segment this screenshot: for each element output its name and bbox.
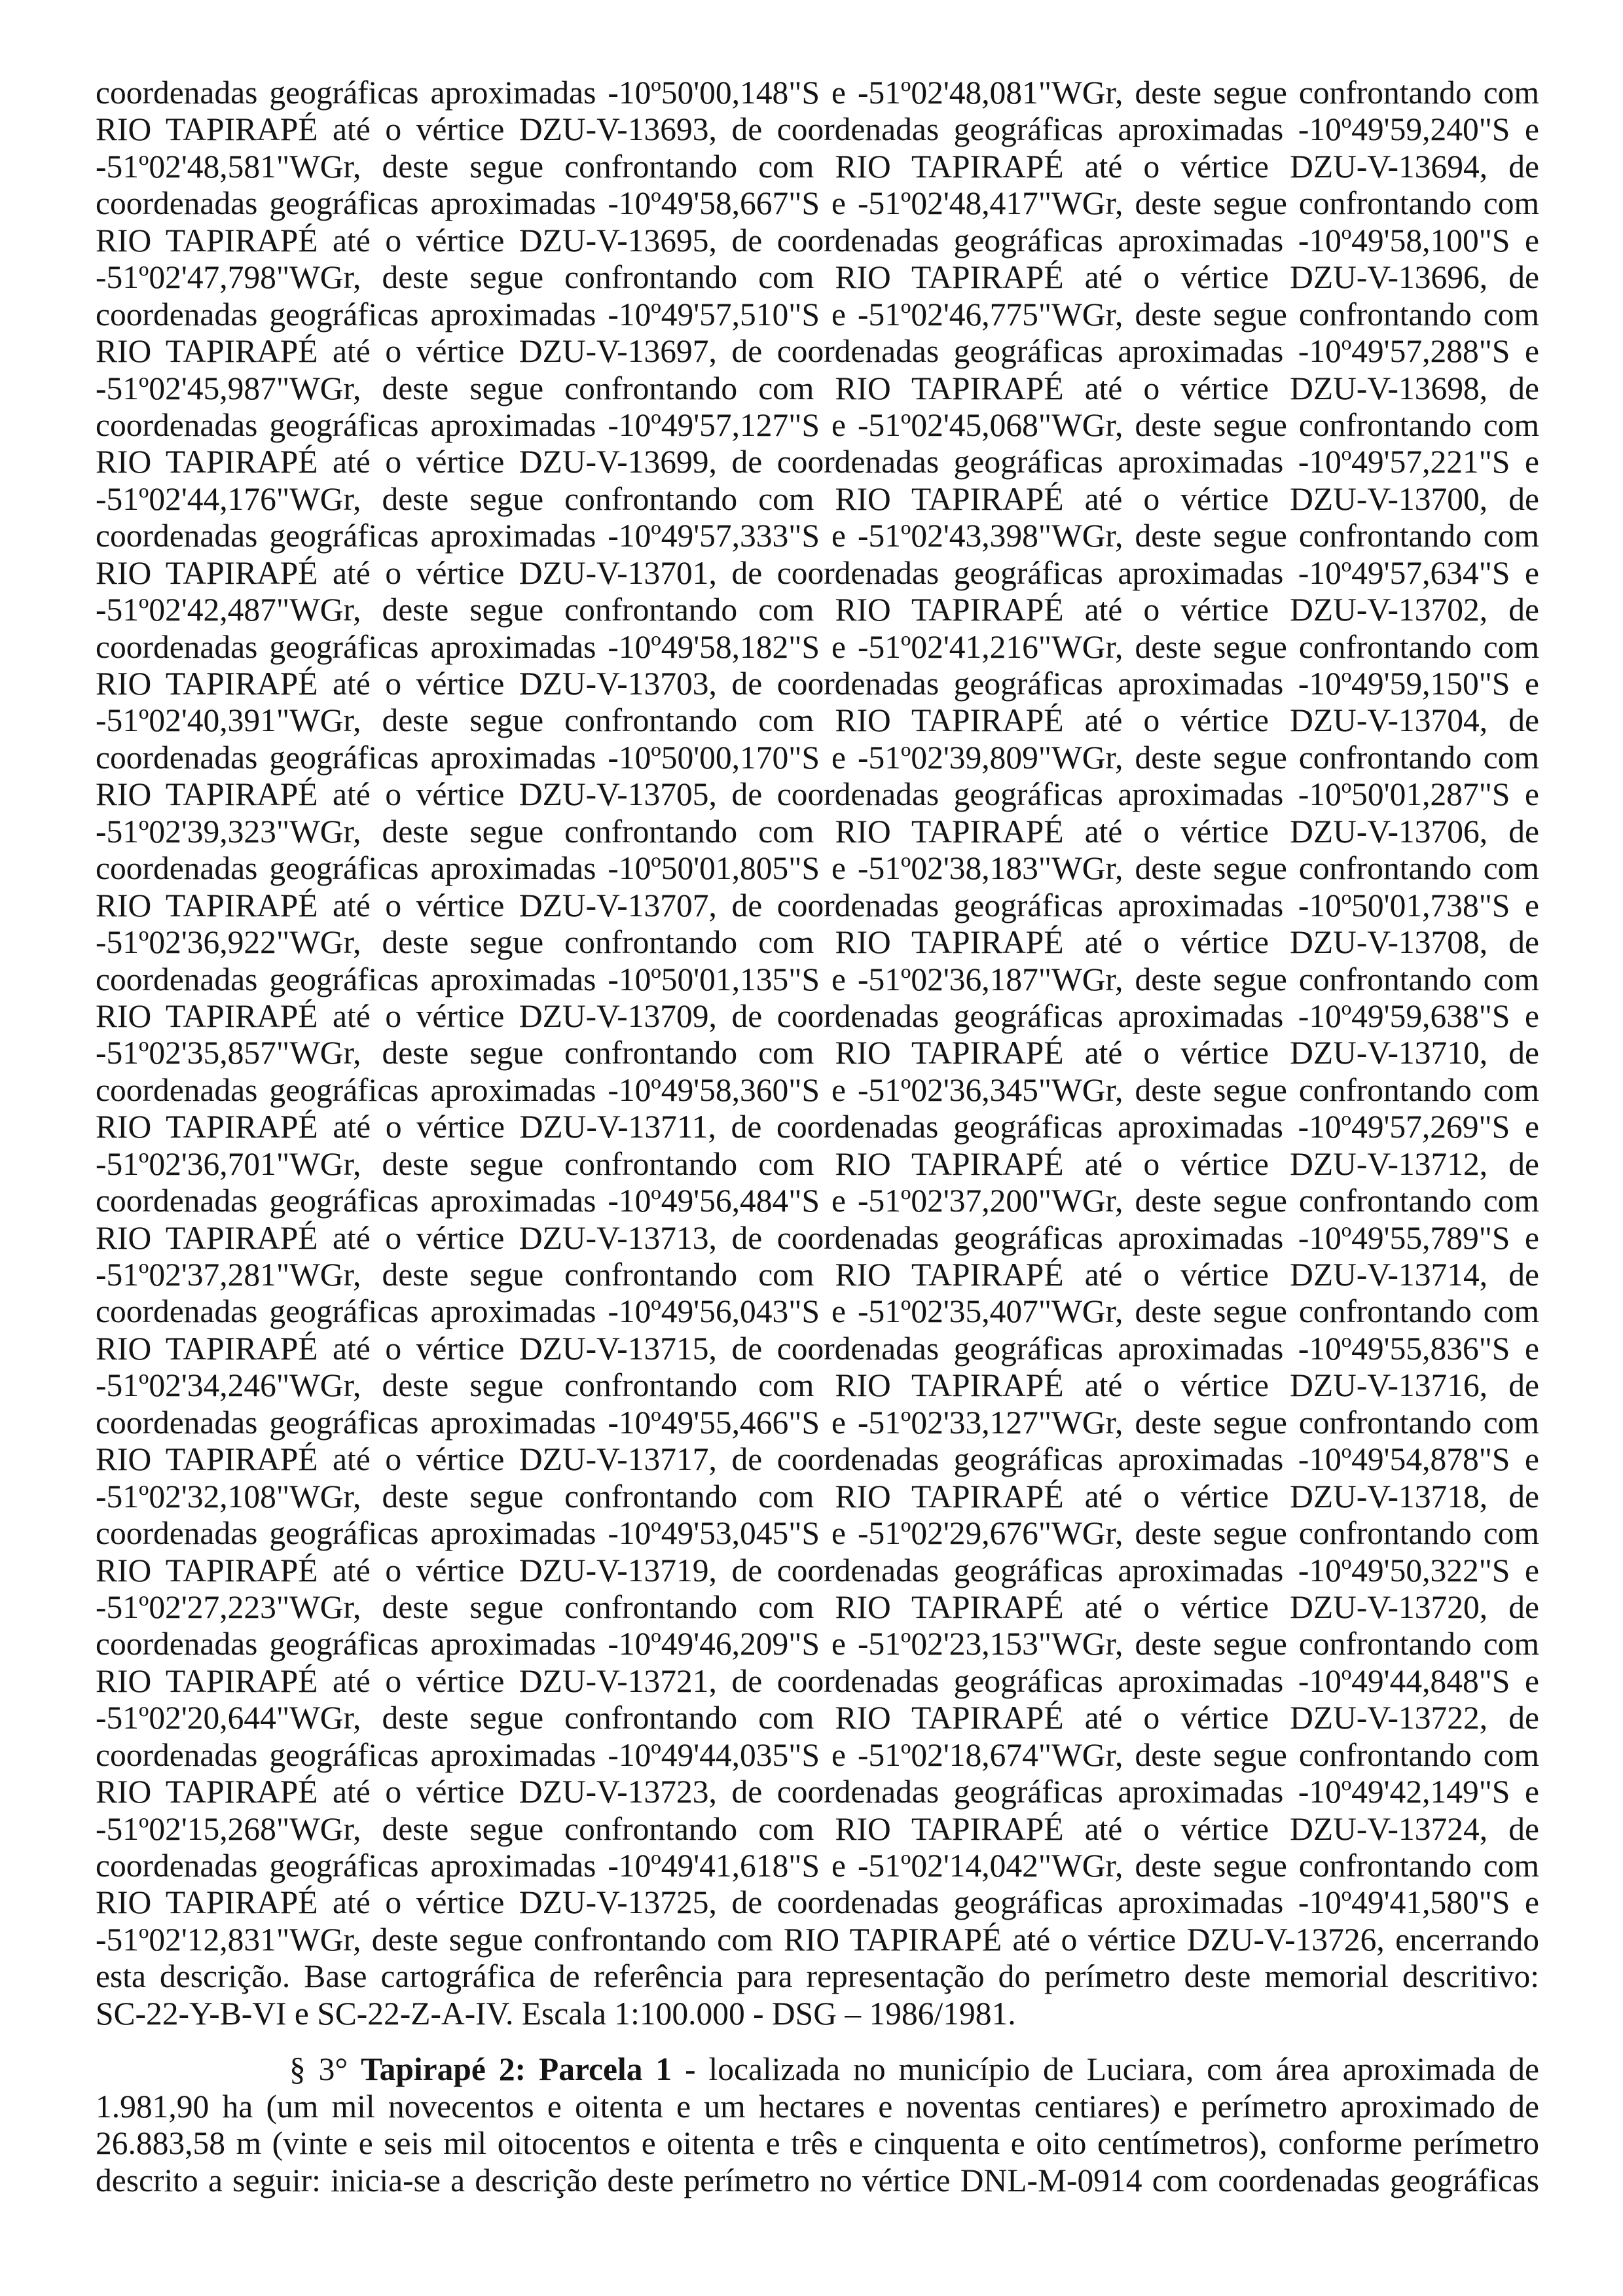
text-line: RIO TAPIRAPÉ até o vértice DZU-V-13701, de coordenadas geográficas aproximadas -10º49'57,634"S e bbox=[96, 554, 1539, 591]
text-line: RIO TAPIRAPÉ até o vértice DZU-V-13705, de coordenadas geográficas aproximadas -10º50'01,287"S e bbox=[96, 776, 1539, 813]
text-line: coordenadas geográficas aproximadas -10º49'58,360"S e -51º02'36,345"WGr, deste segue confrontando com bbox=[96, 1071, 1539, 1108]
text-line: descrito a seguir: inicia-se a descrição deste perímetro no vértice DNL-M-0914 com coordenadas geográficas bbox=[96, 2162, 1539, 2198]
text-line: -51º02'42,487"WGr, deste segue confrontando com RIO TAPIRAPÉ até o vértice DZU-V-13702, de bbox=[96, 592, 1539, 628]
text-line: -51º02'27,223"WGr, deste segue confrontando com RIO TAPIRAPÉ até o vértice DZU-V-13720, de bbox=[96, 1588, 1539, 1625]
text-line: -51º02'20,644"WGr, deste segue confrontando com RIO TAPIRAPÉ até o vértice DZU-V-13722, de bbox=[96, 1700, 1539, 1736]
text-line: -51º02'40,391"WGr, deste segue confrontando com RIO TAPIRAPÉ até o vértice DZU-V-13704, de bbox=[96, 702, 1539, 739]
perimeter-paragraph bbox=[96, 75, 1539, 2032]
text-line: RIO TAPIRAPÉ até o vértice DZU-V-13695, de coordenadas geográficas aproximadas -10º49'58,100"S e bbox=[96, 222, 1539, 259]
text-line: 26.883,58 m (vinte e seis mil oitocentos e oitenta e três e cinquenta e oito centímetros), conforme perímetro bbox=[96, 2125, 1539, 2162]
text-line: -51º02'35,857"WGr, deste segue confrontando com RIO TAPIRAPÉ até o vértice DZU-V-13710, de bbox=[96, 1035, 1539, 1071]
text-line: RIO TAPIRAPÉ até o vértice DZU-V-13725, de coordenadas geográficas aproximadas -10º49'41,580"S e bbox=[96, 1884, 1539, 1921]
text-line: coordenadas geográficas aproximadas -10º49'56,484"S e -51º02'37,200"WGr, deste segue confrontando com bbox=[96, 1183, 1539, 1219]
text-line: coordenadas geográficas aproximadas -10º49'57,510"S e -51º02'46,775"WGr, deste segue confrontando com bbox=[96, 296, 1539, 332]
text-line: RIO TAPIRAPÉ até o vértice DZU-V-13713, de coordenadas geográficas aproximadas -10º49'55,789"S e bbox=[96, 1219, 1539, 1256]
text-line: coordenadas geográficas aproximadas -10º49'41,618"S e -51º02'14,042"WGr, deste segue confrontando com bbox=[96, 1848, 1539, 1884]
text-line: -51º02'37,281"WGr, deste segue confrontando com RIO TAPIRAPÉ até o vértice DZU-V-13714, de bbox=[96, 1257, 1539, 1293]
text-line: coordenadas geográficas aproximadas -10º49'55,466"S e -51º02'33,127"WGr, deste segue confrontando com bbox=[96, 1404, 1539, 1441]
text-line: -51º02'36,701"WGr, deste segue confrontando com RIO TAPIRAPÉ até o vértice DZU-V-13712, de bbox=[96, 1145, 1539, 1182]
section-3-paragraph bbox=[96, 2051, 1539, 2199]
parcel-title: Tapirapé 2: Parcela 1 - bbox=[361, 2051, 696, 2088]
text-line: RIO TAPIRAPÉ até o vértice DZU-V-13711, de coordenadas geográficas aproximadas -10º49'57,269"S e bbox=[96, 1109, 1539, 1145]
text-line: coordenadas geográficas aproximadas -10º50'01,135"S e -51º02'36,187"WGr, deste segue confrontando com bbox=[96, 961, 1539, 997]
text-span: localizada no município de Luciara, com área aproximada de bbox=[708, 2051, 1540, 2088]
text-line: coordenadas geográficas aproximadas -10º49'44,035"S e -51º02'18,674"WGr, deste segue confrontando com bbox=[96, 1736, 1539, 1773]
text-line: RIO TAPIRAPÉ até o vértice DZU-V-13715, de coordenadas geográficas aproximadas -10º49'55,836"S e bbox=[96, 1330, 1539, 1367]
text-line: RIO TAPIRAPÉ até o vértice DZU-V-13717, de coordenadas geográficas aproximadas -10º49'54,878"S e bbox=[96, 1441, 1539, 1478]
text-line: -51º02'45,987"WGr, deste segue confrontando com RIO TAPIRAPÉ até o vértice DZU-V-13698, de bbox=[96, 370, 1539, 406]
text-line: -51º02'32,108"WGr, deste segue confrontando com RIO TAPIRAPÉ até o vértice DZU-V-13718, de bbox=[96, 1478, 1539, 1515]
text-line: RIO TAPIRAPÉ até o vértice DZU-V-13703, de coordenadas geográficas aproximadas -10º49'59,150"S e bbox=[96, 666, 1539, 702]
text-line: RIO TAPIRAPÉ até o vértice DZU-V-13719, de coordenadas geográficas aproximadas -10º49'50,322"S e bbox=[96, 1552, 1539, 1588]
text-line: coordenadas geográficas aproximadas -10º49'46,209"S e -51º02'23,153"WGr, deste segue confrontando com bbox=[96, 1626, 1539, 1662]
text-line: coordenadas geográficas aproximadas -10º50'00,148"S e -51º02'48,081"WGr, deste segue confrontando com bbox=[96, 75, 1539, 111]
text-line: 1.981,90 ha (um mil novecentos e oitenta e um hectares e noventas centiares) e perímetro aproximado de bbox=[96, 2088, 1539, 2125]
section-3-heading-line bbox=[96, 2051, 1539, 2088]
text-line: -51º02'44,176"WGr, deste segue confrontando com RIO TAPIRAPÉ até o vértice DZU-V-13700, de bbox=[96, 480, 1539, 517]
text-line: RIO TAPIRAPÉ até o vértice DZU-V-13697, de coordenadas geográficas aproximadas -10º49'57,288"S e bbox=[96, 333, 1539, 370]
text-line: esta descrição. Base cartográfica de referência para representação do perímetro deste memorial descritivo: bbox=[96, 1958, 1539, 1995]
text-line: RIO TAPIRAPÉ até o vértice DZU-V-13723, de coordenadas geográficas aproximadas -10º49'42,149"S e bbox=[96, 1774, 1539, 1810]
text-line: -51º02'47,798"WGr, deste segue confrontando com RIO TAPIRAPÉ até o vértice DZU-V-13696, de bbox=[96, 259, 1539, 296]
text-line: -51º02'15,268"WGr, deste segue confrontando com RIO TAPIRAPÉ até o vértice DZU-V-13724, de bbox=[96, 1810, 1539, 1847]
text-line: coordenadas geográficas aproximadas -10º49'57,333"S e -51º02'43,398"WGr, deste segue confrontando com bbox=[96, 518, 1539, 554]
text-line: -51º02'12,831"WGr, deste segue confrontando com RIO TAPIRAPÉ até o vértice DZU-V-13726, encerrando bbox=[96, 1921, 1539, 1958]
text-line: RIO TAPIRAPÉ até o vértice DZU-V-13699, de coordenadas geográficas aproximadas -10º49'57,221"S e bbox=[96, 444, 1539, 480]
text-line: RIO TAPIRAPÉ até o vértice DZU-V-13721, de coordenadas geográficas aproximadas -10º49'44,848"S e bbox=[96, 1662, 1539, 1699]
text-line: coordenadas geográficas aproximadas -10º49'56,043"S e -51º02'35,407"WGr, deste segue confrontando com bbox=[96, 1293, 1539, 1330]
text-line: coordenadas geográficas aproximadas -10º49'57,127"S e -51º02'45,068"WGr, deste segue confrontando com bbox=[96, 406, 1539, 443]
text-line: coordenadas geográficas aproximadas -10º50'00,170"S e -51º02'39,809"WGr, deste segue confrontando com bbox=[96, 739, 1539, 776]
section-marker: § 3° bbox=[289, 2051, 348, 2088]
text-line: SC-22-Y-B-VI e SC-22-Z-A-IV. Escala 1:100.000 - DSG – 1986/1981. bbox=[96, 1995, 1016, 2032]
text-line: -51º02'39,323"WGr, deste segue confrontando com RIO TAPIRAPÉ até o vértice DZU-V-13706, de bbox=[96, 813, 1539, 850]
text-line: RIO TAPIRAPÉ até o vértice DZU-V-13709, de coordenadas geográficas aproximadas -10º49'59,638"S e bbox=[96, 997, 1539, 1034]
text-line: -51º02'48,581"WGr, deste segue confrontando com RIO TAPIRAPÉ até o vértice DZU-V-13694, de bbox=[96, 148, 1539, 185]
memorial-text bbox=[96, 75, 1539, 2199]
text-line: -51º02'36,922"WGr, deste segue confrontando com RIO TAPIRAPÉ até o vértice DZU-V-13708, de bbox=[96, 924, 1539, 961]
text-line: RIO TAPIRAPÉ até o vértice DZU-V-13707, de coordenadas geográficas aproximadas -10º50'01,738"S e bbox=[96, 887, 1539, 924]
text-line: coordenadas geográficas aproximadas -10º49'53,045"S e -51º02'29,676"WGr, deste segue confrontando com bbox=[96, 1515, 1539, 1552]
text-line: -51º02'34,246"WGr, deste segue confrontando com RIO TAPIRAPÉ até o vértice DZU-V-13716, de bbox=[96, 1367, 1539, 1404]
text-line: RIO TAPIRAPÉ até o vértice DZU-V-13693, de coordenadas geográficas aproximadas -10º49'59,240"S e bbox=[96, 111, 1539, 148]
text-line: coordenadas geográficas aproximadas -10º49'58,182"S e -51º02'41,216"WGr, deste segue confrontando com bbox=[96, 628, 1539, 665]
text-line: coordenadas geográficas aproximadas -10º49'58,667"S e -51º02'48,417"WGr, deste segue confrontando com bbox=[96, 185, 1539, 222]
text-line: coordenadas geográficas aproximadas -10º50'01,805"S e -51º02'38,183"WGr, deste segue confrontando com bbox=[96, 850, 1539, 887]
